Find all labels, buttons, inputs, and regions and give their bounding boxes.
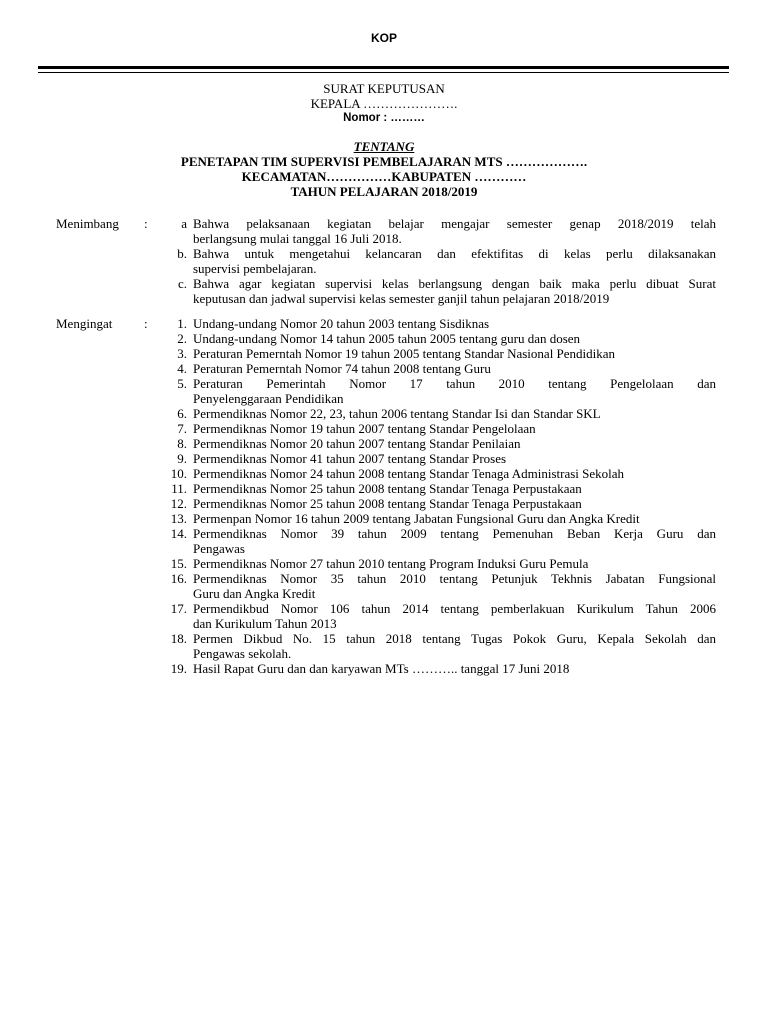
mengingat-marker: 15. [170, 556, 187, 571]
mengingat-marker: 9. [177, 451, 187, 466]
title-kepala: KEPALA …………………. [310, 96, 458, 111]
menimbang-marker: c. [177, 276, 187, 291]
mengingat-marker: 7. [177, 421, 187, 436]
mengingat-item-text: Permendiknas Nomor 19 tahun 2007 tentang Standar Pengelolaan [193, 421, 536, 436]
letterhead-rule-thick [38, 66, 729, 69]
mengingat-marker: 18. [170, 631, 187, 646]
menimbang-item-text: Bahwa untuk mengetahui kelancaran dan efektifitas di kelas perlu dilaksanakan [193, 246, 716, 261]
mengingat-marker: 3. [177, 346, 187, 361]
mengingat-item-text: Hasil Rapat Guru dan dan karyawan MTs ……….. tanggal 17 Juni 2018 [193, 661, 570, 676]
mengingat-item-text: Permen Dikbud No. 15 tahun 2018 tentang Tugas Pokok Guru, Kepala Sekolah dan [193, 631, 716, 646]
menimbang-label: Menimbang [56, 216, 119, 231]
mengingat-item-text: Undang-undang Nomor 14 tahun 2005 tahun 2005 tentang guru dan dosen [193, 331, 581, 346]
mengingat-item-text: Permendiknas Nomor 35 tahun 2010 tentang Petunjuk Tekhnis Jabatan Fungsional [193, 571, 716, 586]
mengingat-item-text: Permendikbud Nomor 106 tahun 2014 tentang pemberlakuan Kurikulum Tahun 2006 [193, 601, 716, 616]
menimbang-item-text-continued: keputusan dan jadwal supervisi kelas semester ganjil tahun pelajaran 2018/2019 [193, 291, 610, 306]
mengingat-item-text: Permendiknas Nomor 25 tahun 2008 tentang Standar Tenaga Perpustakaan [193, 481, 582, 496]
mengingat-marker: 12. [170, 496, 187, 511]
mengingat-item-text: Permenpan Nomor 16 tahun 2009 tentang Jabatan Fungsional Guru dan Angka Kredit [193, 511, 640, 526]
menimbang-colon: : [144, 216, 148, 231]
menimbang-marker: a [181, 216, 187, 231]
mengingat-marker: 11. [171, 481, 187, 496]
mengingat-item-text: Permendiknas Nomor 20 tahun 2007 tentang Standar Penilaian [193, 436, 521, 451]
mengingat-marker: 8. [177, 436, 187, 451]
mengingat-item-text: Permendiknas Nomor 24 tahun 2008 tentang Standar Tenaga Administrasi Sekolah [193, 466, 625, 481]
mengingat-item-text-continued: Penyelenggaraan Pendidikan [193, 391, 344, 406]
menimbang-item-text-continued: supervisi pembelajaran. [193, 261, 317, 276]
title-penetapan: PENETAPAN TIM SUPERVISI PEMBELAJARAN MTS ………………. [180, 154, 588, 169]
mengingat-item-text: Permendiknas Nomor 22, 23, tahun 2006 tentang Standar Isi dan Standar SKL [193, 406, 601, 421]
letterhead-placeholder: KOP [370, 31, 397, 45]
letterhead-rule-thin [38, 72, 729, 73]
mengingat-marker: 4. [177, 361, 187, 376]
mengingat-marker: 5. [177, 376, 187, 391]
mengingat-marker: 16. [170, 571, 187, 586]
menimbang-item-text: Bahwa agar kegiatan supervisi kelas berlangsung dengan baik maka perlu dibuat Surat [193, 276, 716, 291]
mengingat-item-text-continued: Pengawas sekolah. [193, 646, 292, 661]
menimbang-marker: b. [177, 246, 187, 261]
mengingat-marker: 6. [177, 406, 187, 421]
mengingat-item-text: Undang-undang Nomor 20 tahun 2003 tentang Sisdiknas [193, 316, 490, 331]
mengingat-marker: 19. [170, 661, 187, 676]
mengingat-label: Mengingat [56, 316, 113, 331]
mengingat-item-text: Permendiknas Nomor 25 tahun 2008 tentang Standar Tenaga Perpustakaan [193, 496, 582, 511]
menimbang-item-text: Bahwa pelaksanaan kegiatan belajar mengajar semester genap 2018/2019 telah [193, 216, 716, 231]
mengingat-item-text-continued: dan Kurikulum Tahun 2013 [193, 616, 337, 631]
mengingat-item-text: Permendiknas Nomor 39 tahun 2009 tentang Pemenuhan Beban Kerja Guru dan [193, 526, 716, 541]
mengingat-item-text: Peraturan Pemerintah Nomor 17 tahun 2010 tentang Pengelolaan dan [193, 376, 716, 391]
title-tentang: TENTANG [353, 139, 415, 154]
mengingat-marker: 2. [177, 331, 187, 346]
mengingat-marker: 14. [170, 526, 187, 541]
mengingat-marker: 13. [170, 511, 187, 526]
mengingat-item-text: Permendiknas Nomor 41 tahun 2007 tentang Standar Proses [193, 451, 507, 466]
title-kecamatan: KECAMATAN……………KABUPATEN ………… [241, 169, 527, 184]
mengingat-colon: : [144, 316, 148, 331]
mengingat-marker: 17. [170, 601, 187, 616]
mengingat-marker: 1. [177, 316, 187, 331]
title-surat-keputusan: SURAT KEPUTUSAN [323, 81, 445, 96]
mengingat-item-text: Peraturan Pemerntah Nomor 19 tahun 2005 tentang Standar Nasional Pendidikan [193, 346, 616, 361]
mengingat-item-text: Peraturan Pemerntah Nomor 74 tahun 2008 tentang Guru [193, 361, 491, 376]
menimbang-item-text-continued: berlangsung mulai tanggal 16 Juli 2018. [193, 231, 402, 246]
mengingat-marker: 10. [170, 466, 187, 481]
title-tahun-pelajaran: TAHUN PELAJARAN 2018/2019 [290, 184, 478, 199]
title-nomor: Nomor : ……… [343, 112, 425, 124]
mengingat-item-text: Permendiknas Nomor 27 tahun 2010 tentang Program Induksi Guru Pemula [193, 556, 589, 571]
mengingat-item-text-continued: Pengawas [193, 541, 245, 556]
mengingat-item-text-continued: Guru dan Angka Kredit [193, 586, 316, 601]
